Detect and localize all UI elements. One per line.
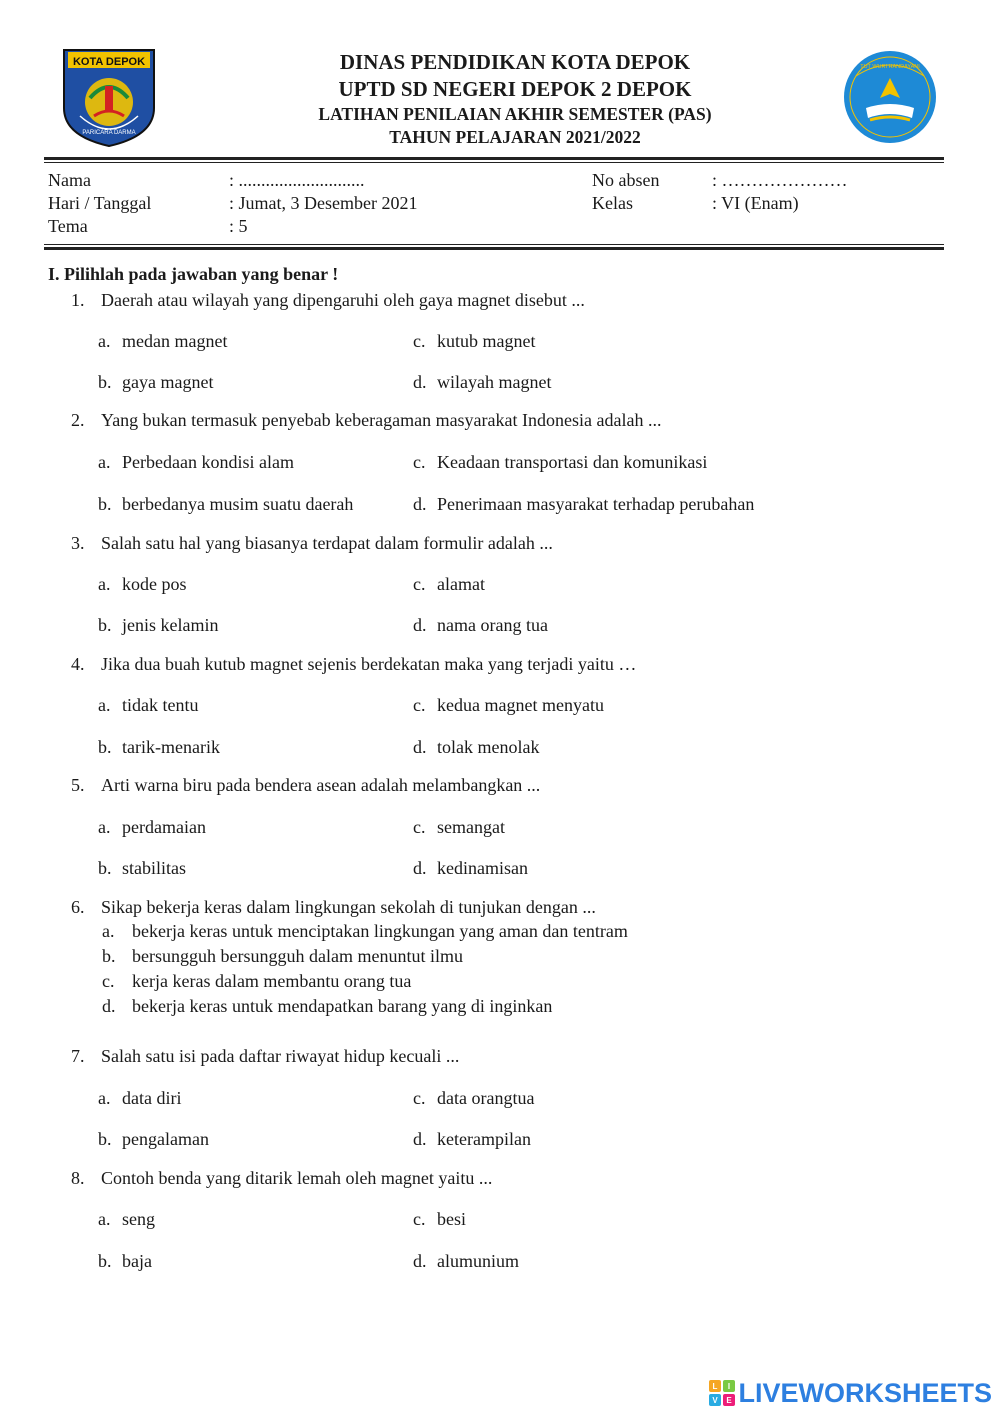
question-6: 6. Sikap bekerja keras dalam lingkungan sekolah di tunjukan dengan ... <box>71 897 596 917</box>
q5-option-d[interactable]: d. kedinamisan <box>413 858 528 878</box>
tema-label: Tema <box>48 216 88 236</box>
question-4: 4. Jika dua buah kutub magnet sejenis berdekatan maka yang terjadi yaitu … <box>71 654 637 674</box>
kota-depok-logo <box>60 46 158 148</box>
question-8: 8. Contoh benda yang ditarik lemah oleh magnet yaitu ... <box>71 1168 493 1188</box>
svg-text:KOTA DEPOK: KOTA DEPOK <box>72 56 146 68</box>
hari-label: Hari / Tanggal <box>48 193 152 213</box>
absen-label: No absen <box>592 170 660 190</box>
q1-option-c[interactable]: c. kutub magnet <box>413 331 536 351</box>
q5-option-c[interactable]: c. semangat <box>413 817 505 837</box>
header-line-4: TAHUN PELAJARAN 2021/2022 <box>389 127 641 147</box>
question-3: 3. Salah satu hal yang biasanya terdapat dalam formulir adalah ... <box>71 533 553 553</box>
svg-text:E: E <box>726 1396 733 1405</box>
q2-option-d[interactable]: d. Penerimaan masyarakat terhadap perubahan <box>413 494 755 514</box>
q7-option-a[interactable]: a. data diri <box>98 1088 182 1108</box>
q8-option-d[interactable]: d. alumunium <box>413 1251 519 1271</box>
q6-option-c[interactable]: c. kerja keras dalam membantu orang tua <box>102 971 412 991</box>
q3-option-d[interactable]: d. nama orang tua <box>413 615 548 635</box>
liveworksheets-icon <box>709 1380 735 1406</box>
q4-option-d[interactable]: d. tolak menolak <box>413 737 540 757</box>
q7-option-d[interactable]: d. keterampilan <box>413 1129 531 1149</box>
svg-text:TUT WURI HANDAYANI: TUT WURI HANDAYANI <box>860 64 920 70</box>
q6-option-a[interactable]: a. bekerja keras untuk menciptakan lingkungan yang aman dan tentram <box>102 921 628 941</box>
header-line-1: DINAS PENDIDIKAN KOTA DEPOK <box>339 50 691 74</box>
q2-option-a[interactable]: a. Perbedaan kondisi alam <box>98 452 294 472</box>
q3-option-b[interactable]: b. jenis kelamin <box>98 615 219 635</box>
q7-option-b[interactable]: b. pengalaman <box>98 1129 209 1149</box>
tema-value: : 5 <box>229 216 248 236</box>
svg-text:I: I <box>728 1382 731 1391</box>
q8-option-a[interactable]: a. seng <box>98 1209 155 1229</box>
q7-option-c[interactable]: c. data orangtua <box>413 1088 535 1108</box>
q6-option-b[interactable]: b. bersungguh bersungguh dalam menuntut ilmu <box>102 946 463 966</box>
svg-text:V: V <box>712 1396 719 1405</box>
liveworksheets-brand[interactable] <box>709 1379 992 1407</box>
header-line-2: UPTD SD NEGERI DEPOK 2 DEPOK <box>338 77 692 101</box>
q6-option-d[interactable]: d. bekerja keras untuk mendapatkan barang yang di inginkan <box>102 996 553 1016</box>
q1-option-d[interactable]: d. wilayah magnet <box>413 372 552 392</box>
info-divider-thick <box>44 247 944 250</box>
q2-option-b[interactable]: b. berbedanya musim suatu daerah <box>98 494 354 514</box>
question-5: 5. Arti warna biru pada bendera asean adalah melambangkan ... <box>71 775 541 795</box>
header-line-3: LATIHAN PENILAIAN AKHIR SEMESTER (PAS) <box>318 104 712 124</box>
q2-option-c[interactable]: c. Keadaan transportasi dan komunikasi <box>413 452 708 472</box>
q1-option-b[interactable]: b. gaya magnet <box>98 372 214 392</box>
q5-option-b[interactable]: b. stabilitas <box>98 858 186 878</box>
info-divider-thin <box>44 244 944 245</box>
kelas-value: : VI (Enam) <box>712 193 799 213</box>
liveworksheets-wordmark: LIVEWORKSHEETS <box>738 1377 992 1408</box>
q8-option-c[interactable]: c. besi <box>413 1209 466 1229</box>
q5-option-a[interactable]: a. perdamaian <box>98 817 206 837</box>
q4-option-c[interactable]: c. kedua magnet menyatu <box>413 695 604 715</box>
q3-option-c[interactable]: c. alamat <box>413 574 485 594</box>
absen-value: : ………………… <box>712 170 848 190</box>
svg-text:PARICARA DARMA: PARICARA DARMA <box>82 130 136 136</box>
q4-option-a[interactable]: a. tidak tentu <box>98 695 199 715</box>
question-7: 7. Salah satu isi pada daftar riwayat hidup kecuali ... <box>71 1046 460 1066</box>
header-divider-thick <box>44 157 944 160</box>
hari-value: : Jumat, 3 Desember 2021 <box>229 193 418 213</box>
kelas-label: Kelas <box>592 193 633 213</box>
tut-wuri-handayani-logo <box>840 46 940 148</box>
section-instruction: I. Pilihlah pada jawaban yang benar ! <box>48 264 339 284</box>
question-2: 2. Yang bukan termasuk penyebab keberagaman masyarakat Indonesia adalah ... <box>71 410 662 430</box>
question-1: 1. Daerah atau wilayah yang dipengaruhi oleh gaya magnet disebut ... <box>71 290 585 310</box>
nama-value: : ............................ <box>229 170 365 190</box>
svg-text:L: L <box>713 1382 718 1391</box>
nama-label: Nama <box>48 170 91 190</box>
q4-option-b[interactable]: b. tarik-menarik <box>98 737 220 757</box>
q8-option-b[interactable]: b. baja <box>98 1251 152 1271</box>
q3-option-a[interactable]: a. kode pos <box>98 574 187 594</box>
q1-option-a[interactable]: a. medan magnet <box>98 331 228 351</box>
header-divider-thin <box>44 162 944 163</box>
